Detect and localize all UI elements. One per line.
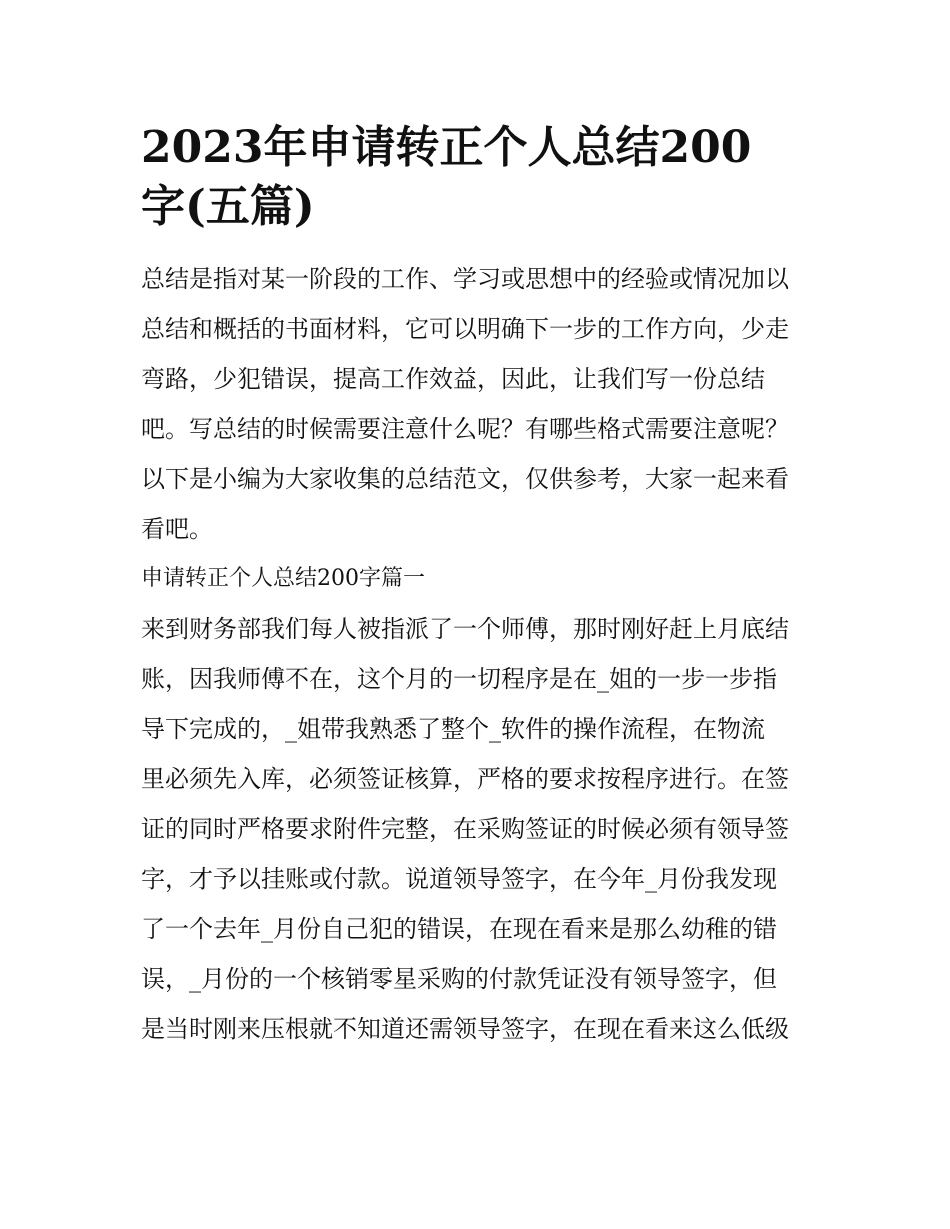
section-line: 了一个去年_月份自己犯的错误，在现在看来是那么幼稚的错 xyxy=(141,915,777,943)
intro-line: 总结和概括的书面材料，它可以明确下一步的工作方向，少走 xyxy=(141,315,789,343)
intro-line: 弯路，少犯错误，提高工作效益，因此，让我们写一份总结 xyxy=(141,365,765,393)
section-line: 导下完成的，_姐带我熟悉了整个_软件的操作流程，在物流 xyxy=(141,715,765,743)
title-line-1: 2023年申请转正个人总结200 xyxy=(141,122,752,173)
section-line: 是当时刚来压根就不知道还需领导签字，在现在看来这么低级 xyxy=(141,1015,789,1043)
section-heading: 申请转正个人总结200字篇一 xyxy=(141,566,425,591)
section-paragraph xyxy=(141,604,813,1054)
intro-paragraph xyxy=(141,254,813,554)
section-line: 误，_月份的一个核销零星采购的付款凭证没有领导签字，但 xyxy=(141,965,777,993)
title-line-2: 字(五篇) xyxy=(141,181,315,232)
document-page xyxy=(141,118,813,1054)
intro-line: 总结是指对某一阶段的工作、学习或思想中的经验或情况加以 xyxy=(141,265,789,293)
intro-line: 吧。写总结的时候需要注意什么呢？有哪些格式需要注意呢？ xyxy=(141,415,789,443)
section-line: 字，才予以挂账或付款。说道领导签字，在今年_月份我发现 xyxy=(141,865,777,893)
section-line: 证的同时严格要求附件完整，在采购签证的时候必须有领导签 xyxy=(141,815,789,843)
intro-line: 以下是小编为大家收集的总结范文，仅供参考，大家一起来看 xyxy=(141,465,789,493)
document-title xyxy=(141,118,813,236)
section-line: 账，因我师傅不在，这个月的一切程序是在_姐的一步一步指 xyxy=(141,665,777,693)
section-line: 来到财务部我们每人被指派了一个师傅，那时刚好赶上月底结 xyxy=(141,615,789,643)
section-line: 里必须先入库，必须签证核算，严格的要求按程序进行。在签 xyxy=(141,765,789,793)
intro-line: 看吧。 xyxy=(141,515,213,543)
